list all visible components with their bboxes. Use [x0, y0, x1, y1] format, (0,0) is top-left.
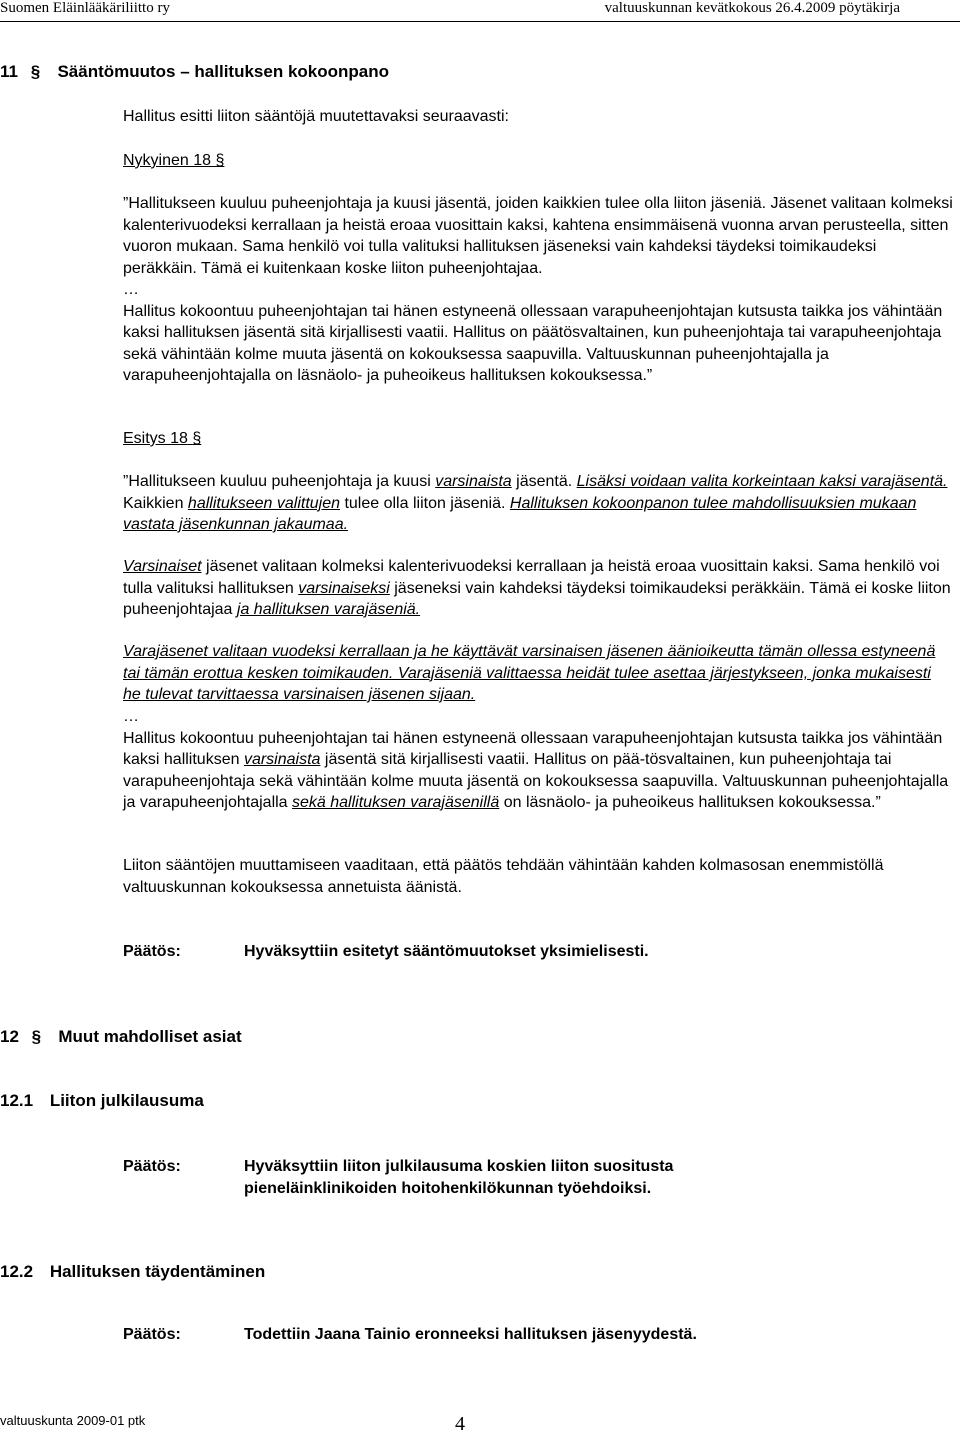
- section-12-heading: [0, 1027, 242, 1047]
- section-title: Liiton julkilausuma: [49, 1091, 204, 1110]
- section-number: 11: [0, 62, 18, 81]
- decision-label: Päätös:: [123, 943, 181, 960]
- ellipsis: …: [123, 708, 139, 725]
- decision-label: Päätös:: [123, 1158, 181, 1175]
- section-title: Sääntömuutos – hallituksen kokoonpano: [57, 62, 389, 81]
- section-title: Muut mahdolliset asiat: [58, 1027, 242, 1046]
- current-rule-text: [123, 193, 953, 387]
- current-paragraph-1: ”Hallitukseen kuuluu puheenjohtaja ja kuusi jäsentä, joiden kaikkien tulee olla liiton jäseniä. Jäsenet valitaan kolmeksi kalenterivuodeksi kerrallaan ja heistä eroaa vuosittain kaksi, kahtena ensimmäisenä vuonna arvan perusteella, sitten vuoron mukaan. Sama henkilö voi tulla valituksi hallituksen jäseneksi vain kahdeksi täydeksi toimikaudeksi peräkkäin. Tämä ei kuitenkaan koske liiton puheenjohtajaa.: [123, 195, 953, 277]
- section-title: Hallituksen täydentäminen: [49, 1262, 266, 1281]
- section-number: 12.2: [0, 1262, 34, 1281]
- section-11-heading: [0, 62, 389, 82]
- page-number: 4: [455, 1413, 465, 1435]
- decision-text: Todettiin Jaana Tainio eronneeksi hallituksen jäsenyydestä.: [244, 1326, 697, 1343]
- intro-text: Hallitus esitti liiton sääntöjä muutettavaksi seuraavasti:: [123, 108, 509, 125]
- header-divider: [0, 21, 960, 22]
- header-meeting: valtuuskunnan kevätkokous 26.4.2009 pöytäkirja: [604, 0, 900, 16]
- proposal-paragraph-2: Varsinaiset jäsenet valitaan kolmeksi kalenterivuodeksi kerrallaan ja heistä eroaa vuosittain kaksi. Sama henkilö voi tulla valituksi hallituksen varsinaiseksi jäseneksi vain kahdeksi täydeksi toimikaudeksi peräkkäin. Tämä ei koske liiton puheenjohtajaa ja hallituksen varajäseniä.: [123, 558, 951, 618]
- section-sign: §: [31, 1027, 42, 1046]
- decision-text: Hyväksyttiin liiton julkilausuma koskien liiton suositusta pieneläinklinikoiden hoitohenkilökunnan työehdoiksi.: [244, 1158, 674, 1197]
- decision-label: Päätös:: [123, 1326, 181, 1343]
- section-12-1-decision: [123, 1156, 673, 1200]
- section-number: 12.1: [0, 1091, 34, 1110]
- ellipsis: …: [123, 281, 139, 298]
- section-11-decision: [123, 943, 649, 961]
- proposal-paragraph-1: ”Hallitukseen kuuluu puheenjohtaja ja kuusi varsinaista jäsentä. Lisäksi voidaan valita korkeintaan kaksi varajäsentä. Kaikkien hallitukseen valittujen tulee olla liiton jäseniä. Hallituksen kokoonpanon tulee mahdollisuuksien mukaan vastata jäsenkunnan jakaumaa.: [123, 473, 948, 533]
- section-number: 12: [0, 1027, 19, 1046]
- header-organization: Suomen Eläinlääkäriliitto ry: [0, 0, 170, 16]
- proposal-heading: Esitys 18 §: [123, 430, 202, 447]
- section-sign: §: [30, 62, 41, 81]
- footer-document-id: valtuuskunta 2009-01 ptk: [0, 1413, 146, 1428]
- proposal-paragraph-4: … Hallitus kokoontuu puheenjohtajan tai hänen estyneenä ollessaan varapuheenjohtajan kutsusta taikka jos vähintään kaksi hallituksen varsinaista jäsentä sitä kirjallisesti vaatii. Hallitus on pää-tösvaltainen, kun puheenjohtaja tai varapuheenjohtaja sekä vähintään kolme muuta jäsentä on kokouksessa saapuvilla. Valtuuskunnan puheenjohtajalla ja varapuheenjohtajalla sekä hallituksen varajäsenillä on läsnäolo- ja puheoikeus hallituksen kokouksessa.”: [123, 708, 949, 811]
- decision-text: Hyväksyttiin esitetyt sääntömuutokset yksimielisesti.: [244, 943, 649, 960]
- majority-requirement: Liiton sääntöjen muuttamiseen vaaditaan, että päätös tehdään vähintään kahden kolmasosan enemmistöllä valtuuskunnan kokouksessa annetuista äänistä.: [123, 857, 884, 896]
- current-rule-heading: Nykyinen 18 §: [123, 152, 225, 169]
- current-paragraph-2: Hallitus kokoontuu puheenjohtajan tai hänen estyneenä ollessaan varapuheenjohtajan kutsusta taikka jos vähintään kaksi hallituksen jäsentä sitä kirjallisesti vaatii. Hallitus on päätösvaltainen, kun puheenjohtaja tai varapuheenjohtaja sekä vähintään kolme muuta jäsentä on kokouksessa saapuvilla. Valtuuskunnan puheenjohtajalla ja varapuheenjohtajalla on läsnäolo- ja puheoikeus hallituksen kokouksessa.”: [123, 302, 943, 384]
- section-12-2-heading: [0, 1262, 265, 1282]
- section-12-1-heading: [0, 1091, 204, 1111]
- proposal-paragraph-3: Varajäsenet valitaan vuodeksi kerrallaan ja he käyttävät varsinaisen jäsenen äänioikeutta tämän ollessa estyneenä tai tämän erottua kesken toimikauden. Varajäseniä valittaessa heidät tulee asettaa järjestykseen, jonka mukaisesti he tulevat tarvittaessa varsinaisen jäsenen sijaan.: [123, 643, 936, 703]
- section-12-2-decision: [123, 1326, 697, 1344]
